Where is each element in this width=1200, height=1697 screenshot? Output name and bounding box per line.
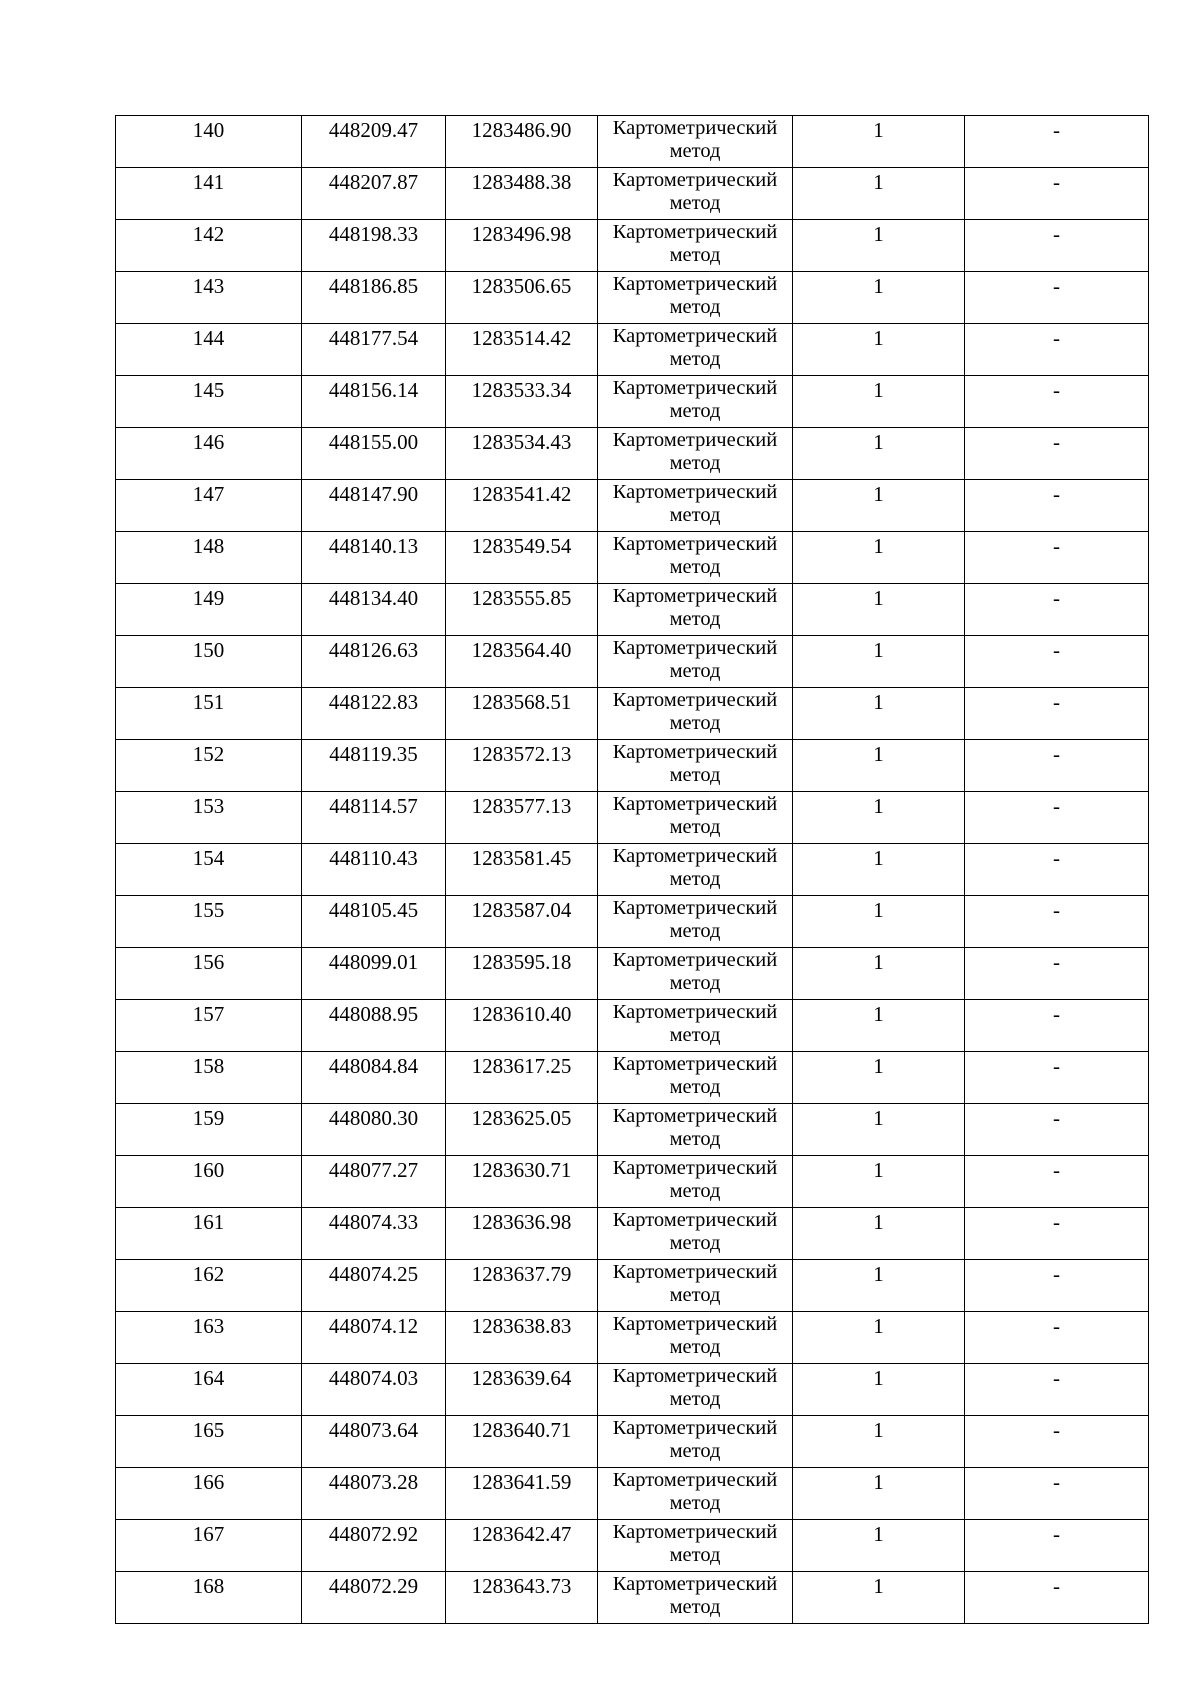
accuracy-cell: 1 xyxy=(793,220,965,272)
point-number-cell: 152 xyxy=(116,740,302,792)
y-coordinate-cell: 1283595.18 xyxy=(446,948,598,1000)
method-line-2: метод xyxy=(669,868,721,890)
method-line-1: Картометрический xyxy=(612,1053,778,1075)
x-coordinate-cell: 448074.33 xyxy=(302,1208,446,1260)
y-coordinate-cell: 1283514.42 xyxy=(446,324,598,376)
table-row xyxy=(116,428,1149,480)
method-cell xyxy=(598,1208,793,1260)
method-line-1: Картометрический xyxy=(612,741,778,763)
table-row xyxy=(116,116,1149,168)
method-line-2: метод xyxy=(669,764,721,786)
table-row xyxy=(116,376,1149,428)
method-line-2: метод xyxy=(669,1388,721,1410)
method-line-2: метод xyxy=(669,140,721,162)
method-line-2: метод xyxy=(669,296,721,318)
x-coordinate-cell: 448186.85 xyxy=(302,272,446,324)
x-coordinate-cell: 448105.45 xyxy=(302,896,446,948)
y-coordinate-cell: 1283549.54 xyxy=(446,532,598,584)
table-row xyxy=(116,1000,1149,1052)
method-cell xyxy=(598,792,793,844)
method-line-1: Картометрический xyxy=(612,637,778,659)
table-row xyxy=(116,636,1149,688)
accuracy-cell: 1 xyxy=(793,1104,965,1156)
point-number-cell: 162 xyxy=(116,1260,302,1312)
x-coordinate-cell: 448134.40 xyxy=(302,584,446,636)
note-cell: - xyxy=(965,584,1149,636)
note-cell: - xyxy=(965,1156,1149,1208)
method-cell xyxy=(598,740,793,792)
point-number-cell: 142 xyxy=(116,220,302,272)
table-row xyxy=(116,324,1149,376)
method-line-2: метод xyxy=(669,400,721,422)
accuracy-cell: 1 xyxy=(793,532,965,584)
method-line-2: метод xyxy=(669,712,721,734)
x-coordinate-cell: 448140.13 xyxy=(302,532,446,584)
point-number-cell: 166 xyxy=(116,1468,302,1520)
coordinates-table-body xyxy=(116,116,1149,1624)
point-number-cell: 159 xyxy=(116,1104,302,1156)
note-cell: - xyxy=(965,636,1149,688)
table-row xyxy=(116,1468,1149,1520)
note-cell: - xyxy=(965,324,1149,376)
x-coordinate-cell: 448110.43 xyxy=(302,844,446,896)
method-line-1: Картометрический xyxy=(612,1573,778,1595)
method-line-2: метод xyxy=(669,816,721,838)
point-number-cell: 167 xyxy=(116,1520,302,1572)
method-cell xyxy=(598,272,793,324)
y-coordinate-cell: 1283638.83 xyxy=(446,1312,598,1364)
point-number-cell: 147 xyxy=(116,480,302,532)
y-coordinate-cell: 1283564.40 xyxy=(446,636,598,688)
y-coordinate-cell: 1283506.65 xyxy=(446,272,598,324)
note-cell: - xyxy=(965,896,1149,948)
table-row xyxy=(116,896,1149,948)
method-line-1: Картометрический xyxy=(612,117,778,139)
table-row xyxy=(116,272,1149,324)
x-coordinate-cell: 448198.33 xyxy=(302,220,446,272)
point-number-cell: 168 xyxy=(116,1572,302,1624)
method-line-1: Картометрический xyxy=(612,845,778,867)
method-line-2: метод xyxy=(669,1440,721,1462)
table-row xyxy=(116,844,1149,896)
method-line-2: метод xyxy=(669,504,721,526)
table-row xyxy=(116,688,1149,740)
accuracy-cell: 1 xyxy=(793,1572,965,1624)
point-number-cell: 145 xyxy=(116,376,302,428)
method-line-2: метод xyxy=(669,1024,721,1046)
method-line-2: метод xyxy=(669,1492,721,1514)
note-cell: - xyxy=(965,1468,1149,1520)
note-cell: - xyxy=(965,480,1149,532)
method-line-2: метод xyxy=(669,1232,721,1254)
note-cell: - xyxy=(965,376,1149,428)
method-line-1: Картометрический xyxy=(612,1417,778,1439)
note-cell: - xyxy=(965,1052,1149,1104)
accuracy-cell: 1 xyxy=(793,1468,965,1520)
x-coordinate-cell: 448072.92 xyxy=(302,1520,446,1572)
x-coordinate-cell: 448156.14 xyxy=(302,376,446,428)
y-coordinate-cell: 1283610.40 xyxy=(446,1000,598,1052)
method-line-2: метод xyxy=(669,1076,721,1098)
method-cell xyxy=(598,896,793,948)
method-line-1: Картометрический xyxy=(612,585,778,607)
note-cell: - xyxy=(965,792,1149,844)
accuracy-cell: 1 xyxy=(793,948,965,1000)
y-coordinate-cell: 1283533.34 xyxy=(446,376,598,428)
accuracy-cell: 1 xyxy=(793,688,965,740)
method-line-2: метод xyxy=(669,1544,721,1566)
point-number-cell: 154 xyxy=(116,844,302,896)
point-number-cell: 160 xyxy=(116,1156,302,1208)
y-coordinate-cell: 1283641.59 xyxy=(446,1468,598,1520)
y-coordinate-cell: 1283572.13 xyxy=(446,740,598,792)
method-line-1: Картометрический xyxy=(612,949,778,971)
accuracy-cell: 1 xyxy=(793,1520,965,1572)
accuracy-cell: 1 xyxy=(793,1312,965,1364)
method-cell xyxy=(598,1156,793,1208)
note-cell: - xyxy=(965,688,1149,740)
accuracy-cell: 1 xyxy=(793,428,965,480)
y-coordinate-cell: 1283636.98 xyxy=(446,1208,598,1260)
table-row xyxy=(116,168,1149,220)
y-coordinate-cell: 1283534.43 xyxy=(446,428,598,480)
note-cell: - xyxy=(965,272,1149,324)
coordinates-table xyxy=(115,115,1149,1624)
note-cell: - xyxy=(965,428,1149,480)
method-cell xyxy=(598,1312,793,1364)
point-number-cell: 163 xyxy=(116,1312,302,1364)
note-cell: - xyxy=(965,220,1149,272)
x-coordinate-cell: 448073.64 xyxy=(302,1416,446,1468)
method-line-1: Картометрический xyxy=(612,325,778,347)
x-coordinate-cell: 448122.83 xyxy=(302,688,446,740)
x-coordinate-cell: 448080.30 xyxy=(302,1104,446,1156)
method-cell xyxy=(598,376,793,428)
table-row xyxy=(116,1312,1149,1364)
point-number-cell: 148 xyxy=(116,532,302,584)
x-coordinate-cell: 448207.87 xyxy=(302,168,446,220)
accuracy-cell: 1 xyxy=(793,272,965,324)
x-coordinate-cell: 448074.03 xyxy=(302,1364,446,1416)
method-cell xyxy=(598,1052,793,1104)
y-coordinate-cell: 1283486.90 xyxy=(446,116,598,168)
method-cell xyxy=(598,1000,793,1052)
method-cell xyxy=(598,1468,793,1520)
x-coordinate-cell: 448077.27 xyxy=(302,1156,446,1208)
point-number-cell: 143 xyxy=(116,272,302,324)
method-cell xyxy=(598,532,793,584)
note-cell: - xyxy=(965,844,1149,896)
method-line-2: метод xyxy=(669,348,721,370)
note-cell: - xyxy=(965,1208,1149,1260)
table-row xyxy=(116,584,1149,636)
note-cell: - xyxy=(965,948,1149,1000)
accuracy-cell: 1 xyxy=(793,1416,965,1468)
x-coordinate-cell: 448209.47 xyxy=(302,116,446,168)
table-row xyxy=(116,1416,1149,1468)
y-coordinate-cell: 1283639.64 xyxy=(446,1364,598,1416)
x-coordinate-cell: 448119.35 xyxy=(302,740,446,792)
method-line-1: Картометрический xyxy=(612,1365,778,1387)
point-number-cell: 144 xyxy=(116,324,302,376)
point-number-cell: 140 xyxy=(116,116,302,168)
accuracy-cell: 1 xyxy=(793,480,965,532)
accuracy-cell: 1 xyxy=(793,740,965,792)
y-coordinate-cell: 1283587.04 xyxy=(446,896,598,948)
method-cell xyxy=(598,1104,793,1156)
method-line-1: Картометрический xyxy=(612,1313,778,1335)
method-cell xyxy=(598,636,793,688)
table-row xyxy=(116,948,1149,1000)
method-cell xyxy=(598,1572,793,1624)
note-cell: - xyxy=(965,532,1149,584)
accuracy-cell: 1 xyxy=(793,116,965,168)
point-number-cell: 153 xyxy=(116,792,302,844)
note-cell: - xyxy=(965,1364,1149,1416)
method-line-1: Картометрический xyxy=(612,533,778,555)
point-number-cell: 150 xyxy=(116,636,302,688)
method-line-1: Картометрический xyxy=(612,793,778,815)
accuracy-cell: 1 xyxy=(793,1260,965,1312)
x-coordinate-cell: 448155.00 xyxy=(302,428,446,480)
y-coordinate-cell: 1283488.38 xyxy=(446,168,598,220)
accuracy-cell: 1 xyxy=(793,636,965,688)
x-coordinate-cell: 448072.29 xyxy=(302,1572,446,1624)
y-coordinate-cell: 1283581.45 xyxy=(446,844,598,896)
accuracy-cell: 1 xyxy=(793,1364,965,1416)
method-line-1: Картометрический xyxy=(612,1001,778,1023)
table-row xyxy=(116,1572,1149,1624)
point-number-cell: 141 xyxy=(116,168,302,220)
method-line-1: Картометрический xyxy=(612,429,778,451)
y-coordinate-cell: 1283496.98 xyxy=(446,220,598,272)
accuracy-cell: 1 xyxy=(793,1000,965,1052)
accuracy-cell: 1 xyxy=(793,896,965,948)
method-line-1: Картометрический xyxy=(612,1209,778,1231)
method-line-2: метод xyxy=(669,660,721,682)
note-cell: - xyxy=(965,168,1149,220)
method-line-2: метод xyxy=(669,1596,721,1618)
point-number-cell: 149 xyxy=(116,584,302,636)
method-line-2: метод xyxy=(669,452,721,474)
table-row xyxy=(116,1260,1149,1312)
y-coordinate-cell: 1283625.05 xyxy=(446,1104,598,1156)
note-cell: - xyxy=(965,1572,1149,1624)
method-line-1: Картометрический xyxy=(612,1105,778,1127)
method-cell xyxy=(598,1416,793,1468)
point-number-cell: 164 xyxy=(116,1364,302,1416)
accuracy-cell: 1 xyxy=(793,324,965,376)
method-cell xyxy=(598,324,793,376)
method-line-1: Картометрический xyxy=(612,377,778,399)
method-cell xyxy=(598,480,793,532)
note-cell: - xyxy=(965,1260,1149,1312)
accuracy-cell: 1 xyxy=(793,844,965,896)
method-cell xyxy=(598,584,793,636)
accuracy-cell: 1 xyxy=(793,1208,965,1260)
method-cell xyxy=(598,220,793,272)
point-number-cell: 165 xyxy=(116,1416,302,1468)
x-coordinate-cell: 448073.28 xyxy=(302,1468,446,1520)
y-coordinate-cell: 1283640.71 xyxy=(446,1416,598,1468)
point-number-cell: 146 xyxy=(116,428,302,480)
method-line-1: Картометрический xyxy=(612,689,778,711)
x-coordinate-cell: 448177.54 xyxy=(302,324,446,376)
accuracy-cell: 1 xyxy=(793,376,965,428)
note-cell: - xyxy=(965,1104,1149,1156)
note-cell: - xyxy=(965,1312,1149,1364)
accuracy-cell: 1 xyxy=(793,584,965,636)
method-line-1: Картометрический xyxy=(612,1469,778,1491)
method-line-2: метод xyxy=(669,920,721,942)
table-row xyxy=(116,1520,1149,1572)
x-coordinate-cell: 448147.90 xyxy=(302,480,446,532)
x-coordinate-cell: 448074.12 xyxy=(302,1312,446,1364)
accuracy-cell: 1 xyxy=(793,168,965,220)
point-number-cell: 155 xyxy=(116,896,302,948)
method-line-2: метод xyxy=(669,1180,721,1202)
point-number-cell: 161 xyxy=(116,1208,302,1260)
table-row xyxy=(116,532,1149,584)
table-row xyxy=(116,792,1149,844)
method-line-1: Картометрический xyxy=(612,481,778,503)
method-line-2: метод xyxy=(669,1128,721,1150)
point-number-cell: 151 xyxy=(116,688,302,740)
table-row xyxy=(116,740,1149,792)
method-cell xyxy=(598,688,793,740)
y-coordinate-cell: 1283568.51 xyxy=(446,688,598,740)
table-row xyxy=(116,1104,1149,1156)
table-row xyxy=(116,220,1149,272)
y-coordinate-cell: 1283630.71 xyxy=(446,1156,598,1208)
method-line-1: Картометрический xyxy=(612,221,778,243)
method-cell xyxy=(598,1520,793,1572)
method-cell xyxy=(598,168,793,220)
x-coordinate-cell: 448099.01 xyxy=(302,948,446,1000)
method-line-1: Картометрический xyxy=(612,169,778,191)
x-coordinate-cell: 448084.84 xyxy=(302,1052,446,1104)
method-line-1: Картометрический xyxy=(612,273,778,295)
y-coordinate-cell: 1283617.25 xyxy=(446,1052,598,1104)
method-line-2: метод xyxy=(669,1336,721,1358)
method-line-2: метод xyxy=(669,1284,721,1306)
note-cell: - xyxy=(965,1000,1149,1052)
y-coordinate-cell: 1283642.47 xyxy=(446,1520,598,1572)
method-line-2: метод xyxy=(669,244,721,266)
method-line-2: метод xyxy=(669,192,721,214)
x-coordinate-cell: 448074.25 xyxy=(302,1260,446,1312)
method-line-1: Картометрический xyxy=(612,1521,778,1543)
y-coordinate-cell: 1283637.79 xyxy=(446,1260,598,1312)
table-row xyxy=(116,1208,1149,1260)
y-coordinate-cell: 1283555.85 xyxy=(446,584,598,636)
note-cell: - xyxy=(965,1416,1149,1468)
method-line-2: метод xyxy=(669,556,721,578)
note-cell: - xyxy=(965,1520,1149,1572)
x-coordinate-cell: 448126.63 xyxy=(302,636,446,688)
point-number-cell: 156 xyxy=(116,948,302,1000)
method-line-1: Картометрический xyxy=(612,897,778,919)
method-line-1: Картометрический xyxy=(612,1157,778,1179)
method-cell xyxy=(598,1364,793,1416)
method-line-1: Картометрический xyxy=(612,1261,778,1283)
accuracy-cell: 1 xyxy=(793,1052,965,1104)
y-coordinate-cell: 1283643.73 xyxy=(446,1572,598,1624)
method-cell xyxy=(598,844,793,896)
table-row xyxy=(116,1364,1149,1416)
method-line-2: метод xyxy=(669,972,721,994)
note-cell: - xyxy=(965,740,1149,792)
table-row xyxy=(116,1156,1149,1208)
note-cell: - xyxy=(965,116,1149,168)
method-cell xyxy=(598,1260,793,1312)
y-coordinate-cell: 1283541.42 xyxy=(446,480,598,532)
method-cell xyxy=(598,948,793,1000)
x-coordinate-cell: 448114.57 xyxy=(302,792,446,844)
y-coordinate-cell: 1283577.13 xyxy=(446,792,598,844)
point-number-cell: 158 xyxy=(116,1052,302,1104)
method-line-2: метод xyxy=(669,608,721,630)
table-row xyxy=(116,480,1149,532)
method-cell xyxy=(598,116,793,168)
method-cell xyxy=(598,428,793,480)
accuracy-cell: 1 xyxy=(793,1156,965,1208)
table-row xyxy=(116,1052,1149,1104)
x-coordinate-cell: 448088.95 xyxy=(302,1000,446,1052)
accuracy-cell: 1 xyxy=(793,792,965,844)
point-number-cell: 157 xyxy=(116,1000,302,1052)
